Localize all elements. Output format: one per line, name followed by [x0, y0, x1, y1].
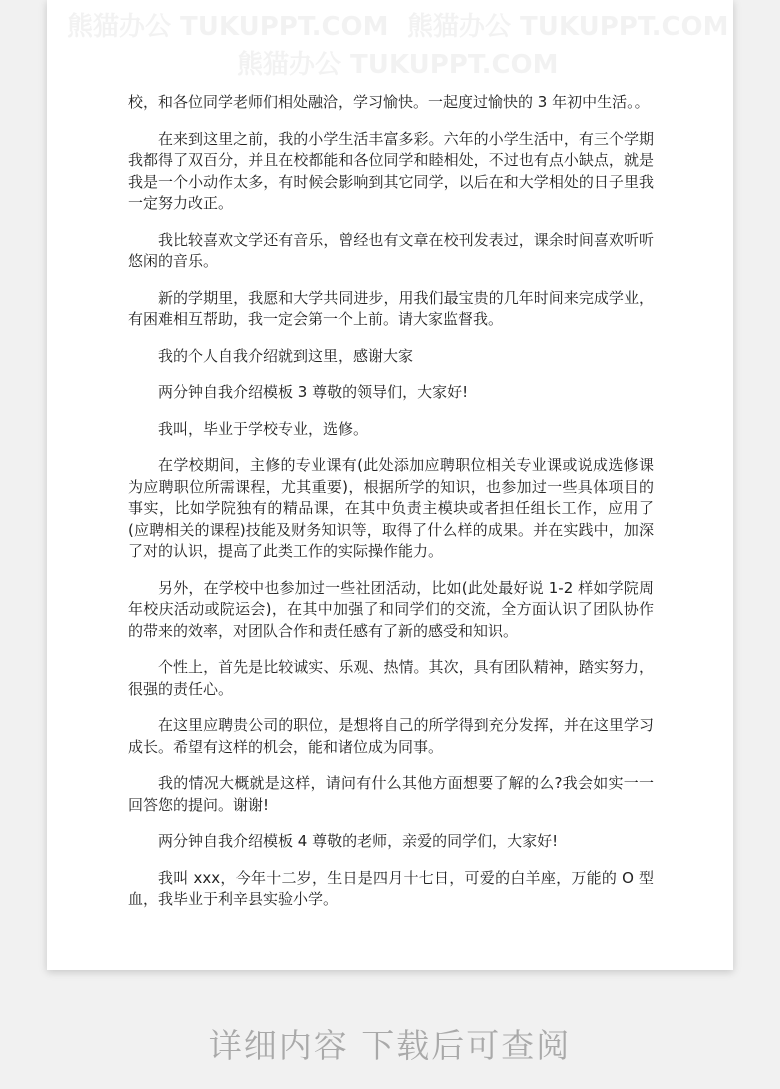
paragraph: 我叫 xxx，今年十二岁，生日是四月十七日，可爱的白羊座，万能的 O 型血，我毕业于利辛县实验小学。: [128, 868, 654, 908]
paragraph: 在来到这里之前，我的小学生活丰富多彩。六年的小学生活中，有三个学期我都得了双百分，并且在校都能和各位同学和睦相处，不过也有点小缺点，就是我是一个小动作太多，有时候会影响到其它同学，以后在和大学相处的日子里我一定努力改正。: [128, 129, 654, 212]
paragraph: 我的个人自我介绍就到这里，感谢大家: [158, 346, 414, 365]
paragraph: 在这里应聘贵公司的职位，是想将自己的所学得到充分发挥，并在这里学习成长。希望有这样的机会，能和诸位成为同事。: [128, 716, 654, 756]
paragraph: 在学校期间，主修的专业课有(此处添加应聘职位相关专业课或说成选修课为应聘职位所需课程，尤其重要)，根据所学的知识，也参加过一些具体项目的事实，比如学院独有的精品课，在其中负责主模块或者担任组长工作，应用了(应聘相关的课程)技能及财务知识等，取得了什么样的成果。并在实践中，加深了对的认识，提高了此类工作的实际操作能力。: [128, 456, 654, 560]
paragraph: 我的情况大概就是这样，请问有什么其他方面想要了解的么?我会如实一一回答您的提问。谢谢!: [128, 774, 654, 814]
template-heading: 两分钟自我介绍模板 4 尊敬的老师，亲爱的同学们，大家好!: [158, 832, 559, 850]
download-prompt[interactable]: 详细内容 下载后可查阅: [208, 1026, 572, 1065]
paragraph: 个性上，首先是比较诚实、乐观、热情。其次，具有团队精神，踏实努力，很强的责任心。: [128, 658, 654, 698]
paragraph: 我比较喜欢文学还有音乐，曾经也有文章在校刊发表过，课余时间喜欢听听悠闲的音乐。: [128, 230, 654, 270]
paragraph: 我叫，毕业于学校专业，选修。: [158, 419, 369, 438]
paragraph: 新的学期里，我愿和大学共同进步，用我们最宝贵的几年时间来完成学业，有困难相互帮助，我一定会第一个上前。请大家监督我。: [128, 288, 654, 328]
template-heading: 两分钟自我介绍模板 3 尊敬的领导们，大家好!: [158, 383, 469, 401]
paragraph: 另外，在学校中也参加过一些社团活动，比如(此处最好说 1-2 样如学院周年校庆活动或院运会)，在其中加强了和同学们的交流，全方面认识了团队协作的带来的效率，对团队合作和责任感有了新的感受和知识。: [128, 578, 654, 640]
document-body: [128, 92, 654, 926]
paragraph: 校，和各位同学老师们相处融洽，学习愉快。一起度过愉快的 3 年初中生活。。: [128, 93, 650, 111]
watermark: 熊猫办公 TUKUPPT.COM: [237, 50, 559, 80]
watermark: 熊猫办公 TUKUPPT.COM: [407, 12, 729, 42]
watermark: 熊猫办公 TUKUPPT.COM: [67, 12, 389, 42]
document-page: [47, 0, 733, 970]
